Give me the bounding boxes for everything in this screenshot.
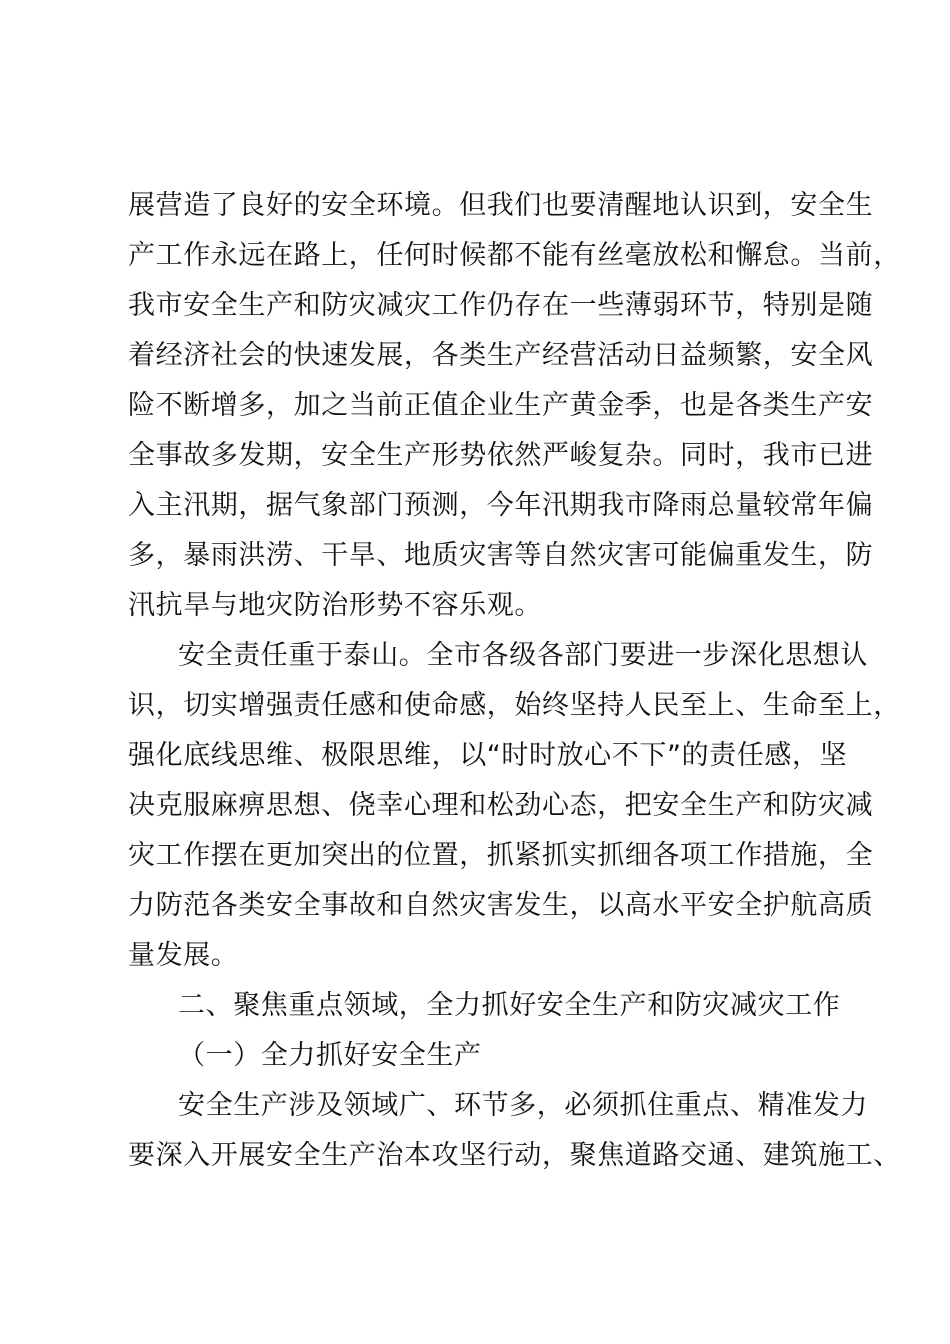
body-text-line: 强化底线思维、极限思维，以“时时放心不下”的责任感，坚 <box>128 740 848 771</box>
body-text-line: 识，切实增强责任感和使命感，始终坚持人民至上、生命至上， <box>128 690 901 721</box>
body-text-line: 灾工作摆在更加突出的位置，抓紧抓实抓细各项工作措施，全 <box>128 840 874 871</box>
body-text-line: 着经济社会的快速发展，各类生产经营活动日益频繁，安全风 <box>128 340 874 371</box>
body-text-line: 展营造了良好的安全环境。但我们也要清醒地认识到，安全生 <box>128 190 874 221</box>
body-text-line: 力防范各类安全事故和自然灾害发生，以高水平安全护航高质 <box>128 890 874 921</box>
section-heading: 二、聚焦重点领域，全力抓好安全生产和防灾减灾工作 <box>178 990 841 1021</box>
body-text-line: 我市安全生产和防灾减灾工作仍存在一些薄弱环节，特别是随 <box>128 290 874 321</box>
paragraph-first-line: 安全生产涉及领域广、环节多，必须抓住重点、精准发力 <box>178 1090 868 1121</box>
body-text-line: 多，暴雨洪涝、干旱、地质灾害等自然灾害可能偏重发生，防 <box>128 540 874 571</box>
body-text-line: 入主汛期，据气象部门预测，今年汛期我市降雨总量较常年偏 <box>128 490 874 521</box>
body-text-line: 决克服麻痹思想、侥幸心理和松劲心态，把安全生产和防灾减 <box>128 790 874 821</box>
body-text-line: 产工作永远在路上，任何时候都不能有丝毫放松和懈怠。当前， <box>128 240 901 271</box>
paragraph-first-line: 安全责任重于泰山。全市各级各部门要进一步深化思想认 <box>178 640 868 671</box>
body-text-line: 要深入开展安全生产治本攻坚行动，聚焦道路交通、建筑施工、 <box>128 1140 901 1171</box>
subsection-heading: （一）全力抓好安全生产 <box>178 1040 482 1071</box>
body-text-line: 汛抗旱与地灾防治形势不容乐观。 <box>128 590 542 621</box>
body-text-line: 险不断增多，加之当前正值企业生产黄金季，也是各类生产安 <box>128 390 874 421</box>
body-text-line: 量发展。 <box>128 940 239 971</box>
body-text-line: 全事故多发期，安全生产形势依然严峻复杂。同时，我市已进 <box>128 440 874 471</box>
